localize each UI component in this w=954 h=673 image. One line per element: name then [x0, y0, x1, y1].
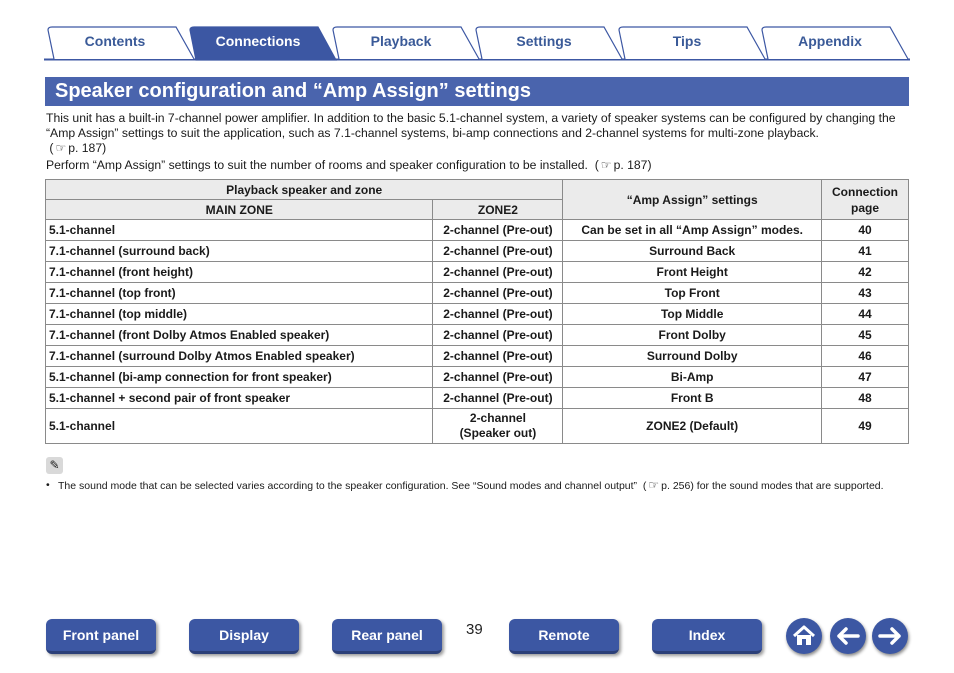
cell-page[interactable]: 42 [822, 262, 909, 283]
table-row [46, 262, 909, 283]
table-row [46, 220, 909, 241]
pointing-hand-icon: ☞ [600, 158, 612, 172]
index-button[interactable]: Index [652, 619, 762, 654]
table-row [46, 241, 909, 262]
cell-main-zone: 7.1-channel (front height) [46, 262, 433, 283]
cell-amp-assign: Front B [563, 388, 822, 409]
cell-main-zone: 5.1-channel + second pair of front speaker [46, 388, 433, 409]
cell-amp-assign: Front Dolby [563, 325, 822, 346]
cell-main-zone: 7.1-channel (top middle) [46, 304, 433, 325]
cell-page[interactable]: 46 [822, 346, 909, 367]
header-main-zone: MAIN ZONE [46, 200, 433, 220]
amp-assign-table [45, 179, 909, 444]
cell-page[interactable]: 44 [822, 304, 909, 325]
cell-amp-assign: Top Middle [563, 304, 822, 325]
cell-zone2-line2: (Speaker out) [459, 426, 537, 440]
cell-page[interactable]: 40 [822, 220, 909, 241]
cell-zone2: 2-channel (Pre-out) [433, 346, 563, 367]
intro-ref-1[interactable]: p. 187 [68, 141, 103, 155]
cell-main-zone: 7.1-channel (surround back) [46, 241, 433, 262]
note-text-after: for the sound modes that are supported. [696, 480, 884, 492]
rear-panel-button[interactable]: Rear panel [332, 619, 442, 654]
cell-main-zone: 5.1-channel [46, 409, 433, 444]
note-ref[interactable]: p. 256 [661, 480, 691, 492]
cell-amp-assign: Front Height [563, 262, 822, 283]
intro-text-1: This unit has a built-in 7-channel power amplifier. In addition to the basic 5.1-channel system, a variety of speaker systems can be configured by changing the “Amp Assign” settings to suit the application, such as 7.1-channel systems, bi-amp connections and 2-channel systems for multi-zone playback. [46, 111, 896, 140]
cell-zone2-line1: 2-channel [469, 411, 526, 425]
intro-paragraph-1: This unit has a built-in 7-channel power amplifier. In addition to the basic 5.1-channel system, a variety of speaker systems can be configured by changing the “Amp Assign” settings to suit the application, such as 7.1-channel systems, bi-amp connections and 2-channel systems for multi-zone playback. ( ☞ p. 187) [46, 111, 896, 155]
cell-zone2: 2-channel (Pre-out) [433, 325, 563, 346]
cell-page[interactable]: 47 [822, 367, 909, 388]
cell-amp-assign: Top Front [563, 283, 822, 304]
cell-page[interactable]: 43 [822, 283, 909, 304]
back-button[interactable] [830, 618, 866, 654]
cell-amp-assign: Surround Back [563, 241, 822, 262]
cell-main-zone: 5.1-channel [46, 220, 433, 241]
cell-zone2 [433, 409, 563, 444]
table-row [46, 409, 909, 444]
cell-main-zone: 7.1-channel (top front) [46, 283, 433, 304]
cell-page[interactable]: 48 [822, 388, 909, 409]
bullet: • [46, 479, 50, 491]
cell-page[interactable]: 49 [822, 409, 909, 444]
cell-amp-assign: Surround Dolby [563, 346, 822, 367]
front-panel-button[interactable]: Front panel [46, 619, 156, 654]
table-row [46, 304, 909, 325]
tab-playback[interactable]: Playback [370, 33, 432, 49]
header-amp-assign: “Amp Assign” settings [563, 180, 822, 220]
page-number: 39 [466, 621, 483, 638]
arrow-left-icon [830, 618, 866, 654]
cell-zone2: 2-channel (Pre-out) [433, 220, 563, 241]
cell-zone2: 2-channel (Pre-out) [433, 367, 563, 388]
pointing-hand-icon: ☞ [55, 141, 67, 155]
display-button[interactable]: Display [189, 619, 299, 654]
tab-contents[interactable]: Contents [84, 33, 146, 49]
table-row [46, 367, 909, 388]
cell-page[interactable]: 45 [822, 325, 909, 346]
cell-main-zone: 7.1-channel (surround Dolby Atmos Enabled speaker) [46, 346, 433, 367]
tab-appendix[interactable]: Appendix [798, 33, 862, 49]
pencil-icon: ✎ [46, 457, 63, 474]
cell-zone2: 2-channel (Pre-out) [433, 304, 563, 325]
header-zone2: ZONE2 [433, 200, 563, 220]
intro-paragraph-2: Perform “Amp Assign” settings to suit the number of rooms and speaker configuration to be installed. ( ☞ p. 187) [46, 158, 652, 172]
home-button[interactable] [786, 618, 822, 654]
table-row [46, 283, 909, 304]
header-playback-speaker-zone: Playback speaker and zone [46, 180, 563, 200]
cell-main-zone: 7.1-channel (front Dolby Atmos Enabled speaker) [46, 325, 433, 346]
tab-settings[interactable]: Settings [516, 33, 572, 49]
cell-zone2: 2-channel (Pre-out) [433, 283, 563, 304]
cell-zone2: 2-channel (Pre-out) [433, 262, 563, 283]
table-row [46, 388, 909, 409]
intro-ref-2[interactable]: p. 187 [613, 158, 648, 172]
cell-page[interactable]: 41 [822, 241, 909, 262]
table-row [46, 346, 909, 367]
forward-button[interactable] [872, 618, 908, 654]
cell-zone2: 2-channel (Pre-out) [433, 388, 563, 409]
tab-tips[interactable]: Tips [672, 33, 702, 49]
home-icon [786, 618, 822, 654]
table-row [46, 325, 909, 346]
cell-zone2: 2-channel (Pre-out) [433, 241, 563, 262]
page-title: Speaker configuration and “Amp Assign” settings [45, 77, 909, 106]
remote-button[interactable]: Remote [509, 619, 619, 654]
note-text: • The sound mode that can be selected varies according to the speaker configuration. See “Sound modes and channel output” ( ☞ p. 256) for the sound modes that are supported. [46, 478, 884, 492]
tab-connections[interactable]: Connections [215, 33, 301, 49]
header-connection-page: Connection page [822, 180, 909, 220]
cell-amp-assign: Bi-Amp [563, 367, 822, 388]
note-text-before: The sound mode that can be selected varies according to the speaker configuration. See “Sound modes and channel output” [58, 480, 638, 492]
arrow-right-icon [872, 618, 908, 654]
cell-amp-assign: ZONE2 (Default) [563, 409, 822, 444]
tab-bar [44, 26, 910, 62]
cell-amp-assign: Can be set in all “Amp Assign” modes. [563, 220, 822, 241]
intro-text-2: Perform “Amp Assign” settings to suit the number of rooms and speaker configuration to be installed. [46, 158, 588, 172]
pointing-hand-icon: ☞ [648, 478, 660, 492]
cell-main-zone: 5.1-channel (bi-amp connection for front speaker) [46, 367, 433, 388]
